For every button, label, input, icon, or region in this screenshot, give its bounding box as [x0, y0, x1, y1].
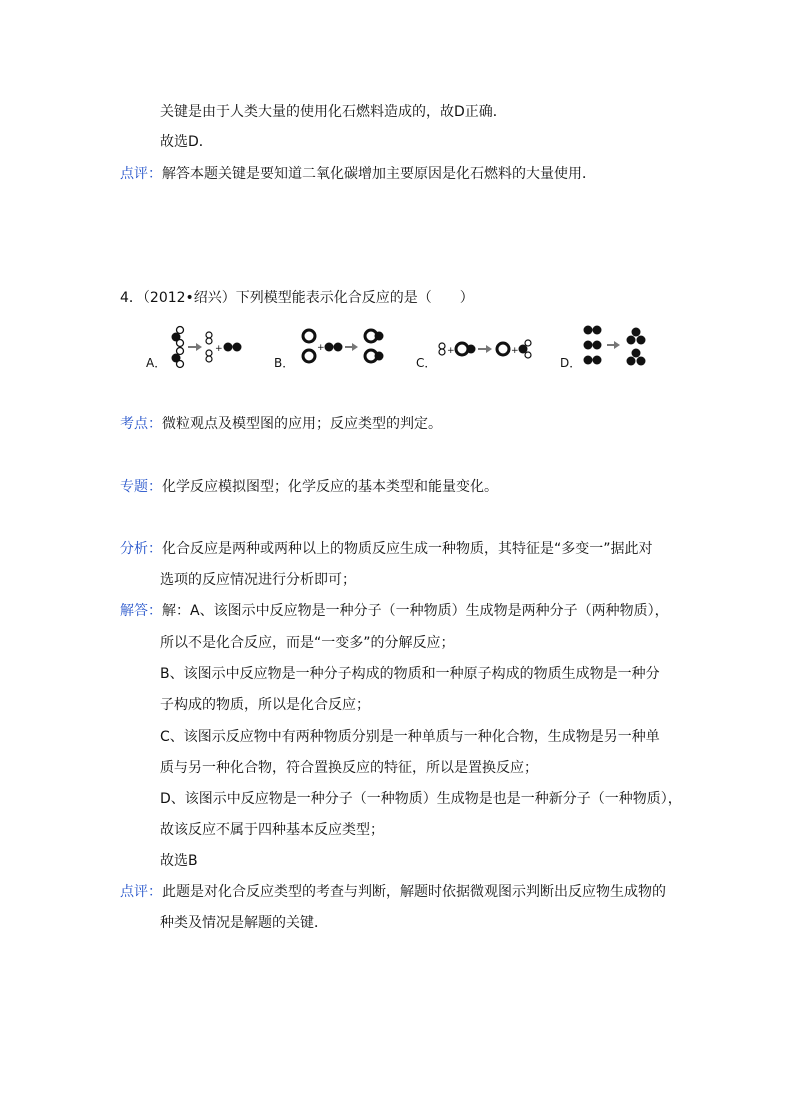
svg-text:+: + — [317, 343, 325, 353]
dianping-line-2: 种类及情况是解题的关键． — [160, 915, 328, 931]
option-b-label: B． — [274, 356, 295, 370]
kaodian — [120, 414, 442, 434]
jieda-line-5: C、该图示反应物中有两种物质分别是一种单质与一种化合物，生成物是另一种单 — [160, 729, 660, 745]
fenxi-line-1: 化合反应是两种或两种以上的物质反应生成一种物质，其特征是“多变一”据此对 — [162, 541, 653, 557]
dianping-line-1: 此题是对化合反应类型的考查与判断，解题时依据微观图示判断出反应物生成物的 — [162, 884, 666, 900]
jieda — [120, 601, 669, 621]
fenxi-label: 分析： — [120, 541, 162, 557]
svg-text:+: + — [511, 346, 519, 356]
dianping — [120, 882, 666, 902]
jieda-line-9: 故选B — [160, 853, 198, 869]
question-text: 4．（2012•绍兴）下列模型能表示化合反应的是（ ） — [120, 290, 474, 306]
option-c-label: C． — [416, 356, 437, 370]
fenxi — [120, 539, 653, 559]
zhuanti-text: 化学反应模拟图型；化学反应的基本类型和能量变化。 — [162, 479, 498, 495]
zhuanti-label: 专题： — [120, 479, 162, 495]
option-a-diagram — [166, 325, 246, 370]
jieda-line-8: 故该反应不属于四种基本反应类型； — [160, 822, 384, 838]
jieda-line-4: 子构成的物质，所以是化合反应； — [160, 697, 370, 713]
option-c-diagram — [436, 335, 536, 365]
option-a-label: A． — [146, 356, 167, 370]
prev-comment-label: 点评： — [120, 166, 162, 182]
fenxi-line-2: 选项的反应情况进行分析即可； — [160, 572, 356, 588]
prev-comment — [120, 164, 596, 184]
jieda-line-2: 所以不是化合反应，而是“一变多”的分解反应； — [160, 635, 455, 651]
option-d-label: D． — [560, 356, 582, 370]
kaodian-label: 考点： — [120, 416, 162, 432]
svg-text:+: + — [215, 344, 223, 354]
prev-line-1: 关键是由于人类大量的使用化石燃料造成的，故D正确． — [160, 104, 507, 120]
prev-line-2: 故选D． — [160, 134, 213, 150]
jieda-line-3: B、该图示中反应物是一种分子构成的物质和一种原子构成的物质生成物是一种分 — [160, 666, 660, 682]
dianping-label: 点评： — [120, 884, 162, 900]
kaodian-text: 微粒观点及模型图的应用；反应类型的判定。 — [162, 416, 442, 432]
prev-comment-text: 解答本题关键是要知道二氧化碳增加主要原因是化石燃料的大量使用． — [162, 166, 596, 182]
zhuanti — [120, 477, 498, 497]
jieda-line-1: 解：A、该图示中反应物是一种分子（一种物质）生成物是两种分子（两种物质）， — [162, 603, 669, 619]
option-b-diagram — [298, 325, 393, 370]
jieda-line-6: 质与另一种化合物，符合置换反应的特征，所以是置换反应； — [160, 760, 538, 776]
option-d-diagram — [580, 322, 655, 370]
svg-text:+: + — [447, 346, 455, 356]
jieda-line-7: D、该图示中反应物是一种分子（一种物质）生成物是也是一种新分子（一种物质）， — [160, 791, 682, 807]
jieda-label: 解答： — [120, 603, 162, 619]
